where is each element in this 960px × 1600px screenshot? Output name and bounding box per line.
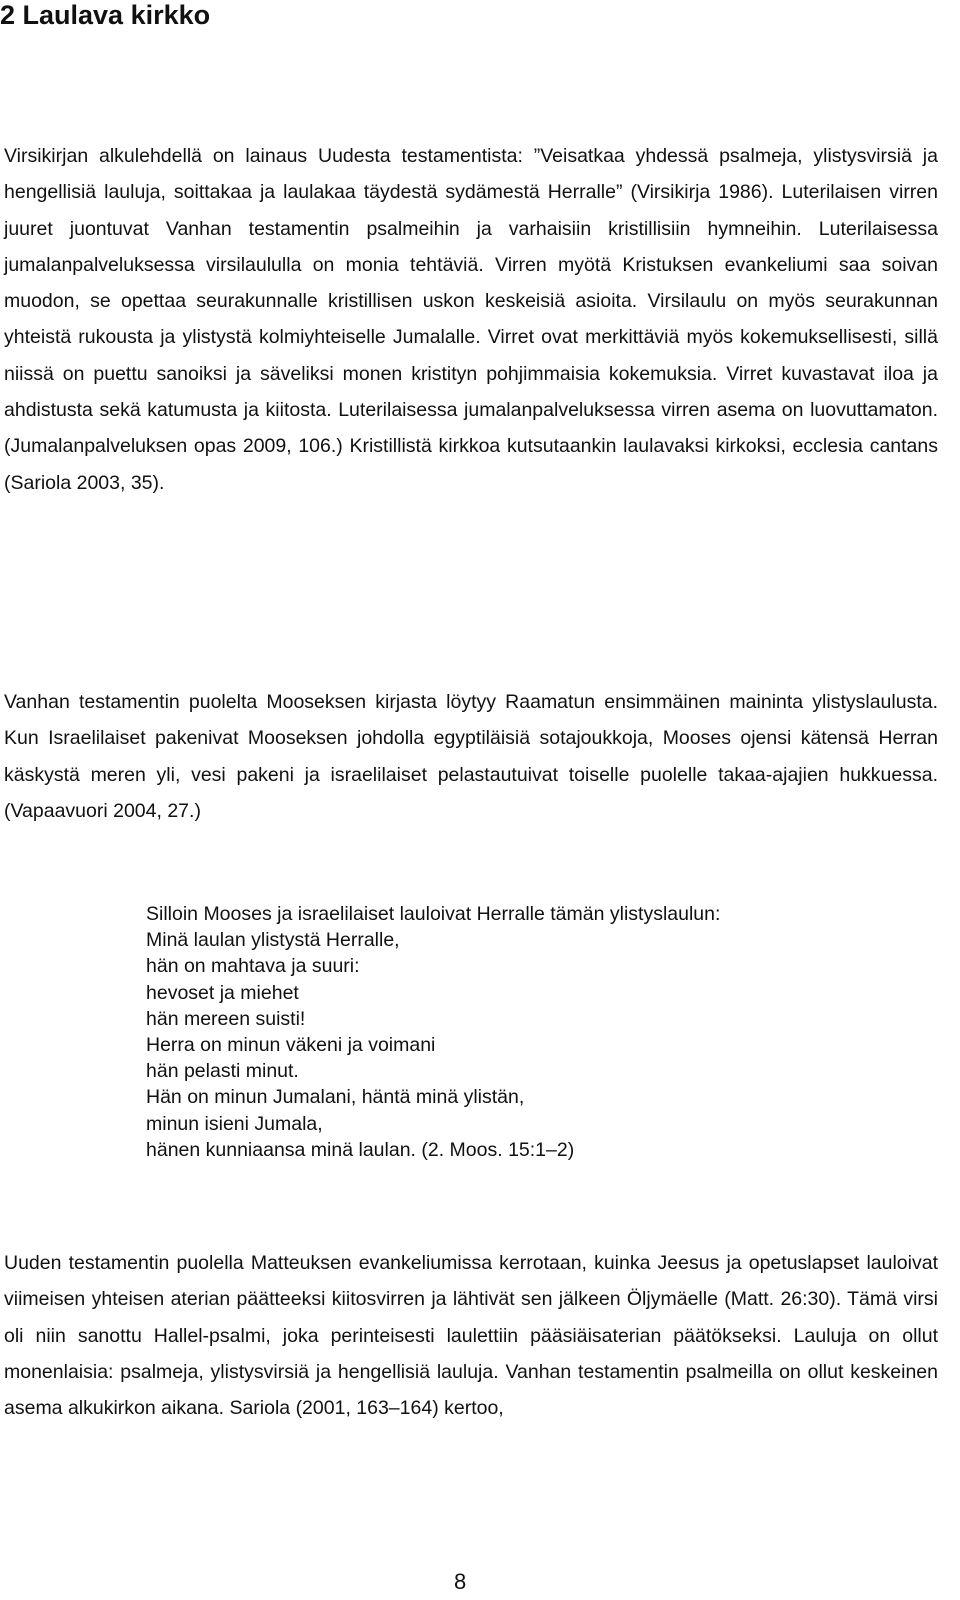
block-quote — [146, 901, 906, 1163]
body-paragraph: Vanhan testamentin puolelta Mooseksen kirjasta löytyy Raamatun ensimmäinen maininta ylistyslaulusta. Kun Israelilaiset pakenivat Mooseksen johdolla egyptiläisiä sotajoukkoja, Mooses ojensi kätensä Herran käskystä meren yli, vesi pakeni ja israelilaiset pelastautuivat toiselle puolelle takaa-ajajien hukkuessa. (Vapaavuori 2004, 27.) — [4, 691, 938, 822]
quote-line: Herra on minun väkeni ja voimani — [146, 1034, 436, 1057]
quote-line: Hän on minun Jumalani, häntä minä ylistän, — [146, 1086, 525, 1109]
quote-line: hän on mahtava ja suuri: — [146, 955, 360, 978]
page-number: 8 — [454, 1569, 467, 1594]
quote-line: Silloin Mooses ja israelilaiset lauloivat Herralle tämän ylistyslaulun: — [146, 903, 721, 925]
quote-line: hevoset ja miehet — [146, 981, 299, 1004]
body-paragraph: Virsikirjan alkulehdellä on lainaus Uudesta testamentista: ”Veisatkaa yhdessä psalmeja, ylistysvirsiä ja hengellisiä lauluja, soittakaa ja laulakaa täydestä sydämestä Herralle” (Virsikirja 1986). Luterilaisen virren juuret juontuvat Vanhan testamentin psalmeihin ja varhaisiin kristillisiin hymneihin. Luterilaisessa jumalanpalveluksessa virsilaululla on monia tehtäviä. Virren myötä Kristuksen evankeliumi saa soivan muodon, se opettaa seurakunnalle kristillisen uskon keskeisiä asioita. Virsilaulu on myös seurakunnan yhteistä rukousta ja ylistystä kolmiyhteiselle Jumalalle. Virret ovat merkittäviä myös kokemuksellisesti, sillä niissä on puettu sanoiksi ja säveliksi monen kristityn pohjimmaisia kokemuksia. Virret kuvastavat iloa ja ahdistusta sekä katumusta ja kiitosta. Luterilaisessa jumalanpalveluksessa virren asema on luovuttamaton. (Jumalanpalveluksen opas 2009, 106.) Kristillistä kirkkoa kutsutaankin laulavaksi kirkoksi, ecclesia cantans (Sariola 2003, 35). — [4, 145, 938, 494]
quote-line: Minä laulan ylistystä Herralle, — [146, 929, 400, 952]
chapter-heading: 2 Laulava kirkko — [0, 0, 211, 30]
quote-line: hän mereen suisti! — [146, 1007, 306, 1030]
body-paragraph: Uuden testamentin puolella Matteuksen evankeliumissa kerrotaan, kuinka Jeesus ja opetuslapset lauloivat viimeisen yhteisen aterian päätteeksi kiitosvirren ja lähtivät sen jälkeen Öljymäelle (Matt. 26:30). Tämä virsi oli niin sanottu Hallel-psalmi, joka perinteisesti laulettiin pääsiäisaterian päätökseksi. Lauluja on ollut monenlaisia: psalmeja, ylistysvirsiä ja hengellisiä lauluja. Vanhan testamentin psalmeilla on ollut keskeinen asema alkukirkon aikana. Sariola (2001, 163–164) kertoo, — [4, 1252, 938, 1420]
quote-line: hänen kunniaansa minä laulan. (2. Moos. 15:1–2) — [146, 1138, 575, 1161]
quote-line: minun isieni Jumala, — [146, 1112, 323, 1135]
quote-line: hän pelasti minut. — [146, 1060, 299, 1083]
